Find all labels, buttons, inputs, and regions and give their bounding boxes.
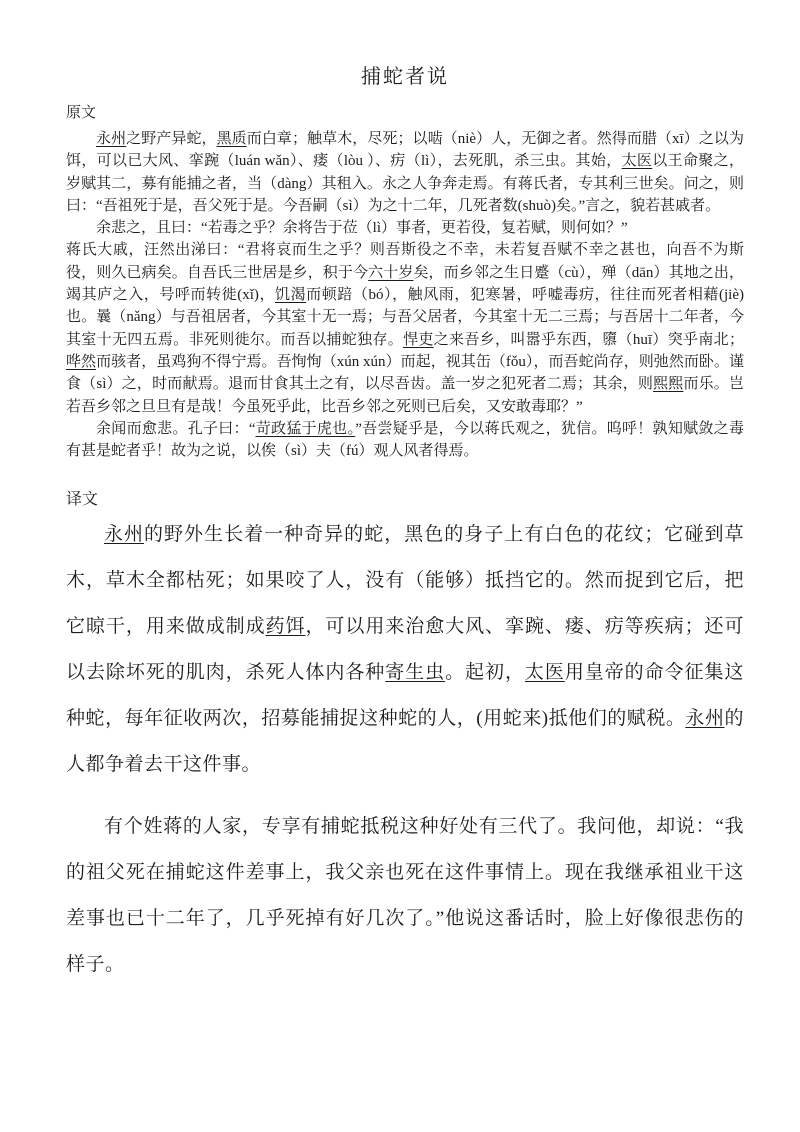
underlined-term: 永州 bbox=[96, 131, 127, 147]
text-run: 而乐。岂若吾乡邻之旦旦有是哉！今虽死乎此，比吾乡邻之死则已后矣，又安敢毒耶？” bbox=[66, 376, 744, 415]
text-run: 以王命聚之，岁赋其二，募有能捕之者，当（dàng）其租入。永之人争奔走焉。有蒋氏者，专其利三世矣。问之，则曰：“吾祖死于是，吾父死于是。今吾嗣（sì）为之十二年，几死者数(shuò)矣。”言之，貌若甚戚者。 bbox=[66, 153, 744, 214]
original-text-section bbox=[66, 128, 744, 462]
translation-section-label: 译文 bbox=[66, 491, 99, 509]
text-run: 的人都争着去干这件事。 bbox=[66, 708, 744, 776]
document-title: 捕蛇者说 bbox=[361, 66, 449, 88]
underlined-term: 寄生虫 bbox=[385, 662, 446, 684]
original-paragraph-3 bbox=[66, 239, 744, 417]
translation-paragraph-1 bbox=[66, 512, 744, 788]
original-section-label: 原文 bbox=[66, 105, 97, 121]
underlined-term: 永州 bbox=[685, 708, 725, 730]
underlined-term: 悍吏 bbox=[403, 331, 434, 348]
underlined-term: 永州 bbox=[104, 524, 145, 546]
underlined-term: 熙熙 bbox=[653, 376, 684, 393]
text-run: 。起初， bbox=[445, 662, 525, 684]
text-run: ”吾尝疑乎是，今以蒋氏观之，犹信。呜呼！孰知赋敛之毒有甚是蛇者乎！故为之说，以俟（sì）夫（fú）观人风者得焉。 bbox=[66, 420, 744, 460]
text-run: 矣，而乡邻之生日蹙（cù），殚（dān）其地之出，竭其庐之入，号呼而转徙(xǐ)， bbox=[66, 264, 744, 304]
underlined-term: 苛政猛于虎也。 bbox=[255, 420, 356, 437]
underlined-term: 太医 bbox=[524, 662, 565, 684]
text-run: 而白章；触草木，尽死；以啮（niè）人，无御之者。然得而腊（xī）之以为饵，可以已大风、挛踠（luán wǎn）、瘘（lòu ）、疠（lì），去死肌，杀三虫。其始， bbox=[66, 131, 744, 170]
translation-paragraph-2 bbox=[66, 804, 744, 988]
text-run: 而顿踣（bó），触风雨，犯寒暑，呼嘘毒疠，往往而死者相藉(jiè)也。曩（nǎng）与吾祖居者，今其室十无一焉；与吾父居者，今其室十无二三焉；与吾居十二年者，今其室十无四五焉。非死则徙尔。而吾以捕蛇独存。 bbox=[66, 287, 744, 348]
text-run: 而骇者，虽鸡狗不得宁焉。吾恂恂（xún xún）而起，视其缶（fǒu），而吾蛇尚存，则弛然而卧。谨食（sì）之，时而献焉。退而甘食其土之有，以尽吾齿。盖一岁之犯死者二焉；其余，则 bbox=[66, 353, 744, 393]
text-run: ，可以用来治愈大风、挛踠、瘘、疠等疾病；还可以去除坏死的肌肉，杀死人体内各种 bbox=[66, 616, 744, 684]
underlined-term: 太医 bbox=[621, 153, 653, 170]
original-paragraph-1 bbox=[66, 128, 744, 217]
underlined-term: 饥渴 bbox=[275, 287, 307, 304]
original-paragraph-4 bbox=[66, 418, 744, 463]
text-run: 用皇帝的命令征集这种蛇，每年征收两次，招募能捕捉这种蛇的人，(用蛇来)抵他们的赋税。 bbox=[66, 662, 744, 730]
text-run: 之来吾乡，叫嚣乎东西，隳（huī）突乎南北； bbox=[433, 331, 744, 348]
original-paragraph-2 bbox=[66, 217, 744, 239]
text-run: 余闻而愈悲。孔子曰：“ bbox=[96, 420, 256, 437]
text-run: 之野产异蛇， bbox=[126, 131, 217, 147]
underlined-term: 药饵 bbox=[265, 616, 306, 638]
underlined-term: 六十岁 bbox=[368, 264, 414, 281]
text-run: 有个姓蒋的人家，专享有捕蛇抵税这种好处有三代了。我问他，却说：“我的祖父死在捕蛇这件差事上，我父亲也死在这件事情上。现在我继承祖业干这差事也已十二年了，几乎死掉有好几次了。”他说这番话时，脸上好像很悲伤的样子。 bbox=[66, 816, 744, 976]
underlined-term: 黑质 bbox=[216, 131, 247, 147]
text-run: 的野外生长着一种奇异的蛇，黑色的身子上有白色的花纹；它碰到草木，草木全都枯死；如果咬了人，没有（能够）抵挡它的。然而捉到它后，把它晾干，用来做成制成 bbox=[66, 524, 744, 638]
underlined-term: 哗然 bbox=[66, 353, 97, 370]
text-run: 蒋氏大戚，汪然出涕曰：“君将哀而生之乎？则吾斯役之不幸，未若复吾赋不幸之甚也，向吾不为斯役，则久已病矣。自吾氏三世居是乡，积于今 bbox=[66, 242, 744, 281]
text-run: 余悲之，且曰：“若毒之乎？余将告于莅（lì）事者，更若役，复若赋，则何如？” bbox=[96, 220, 628, 237]
translation-text-section bbox=[66, 512, 744, 988]
